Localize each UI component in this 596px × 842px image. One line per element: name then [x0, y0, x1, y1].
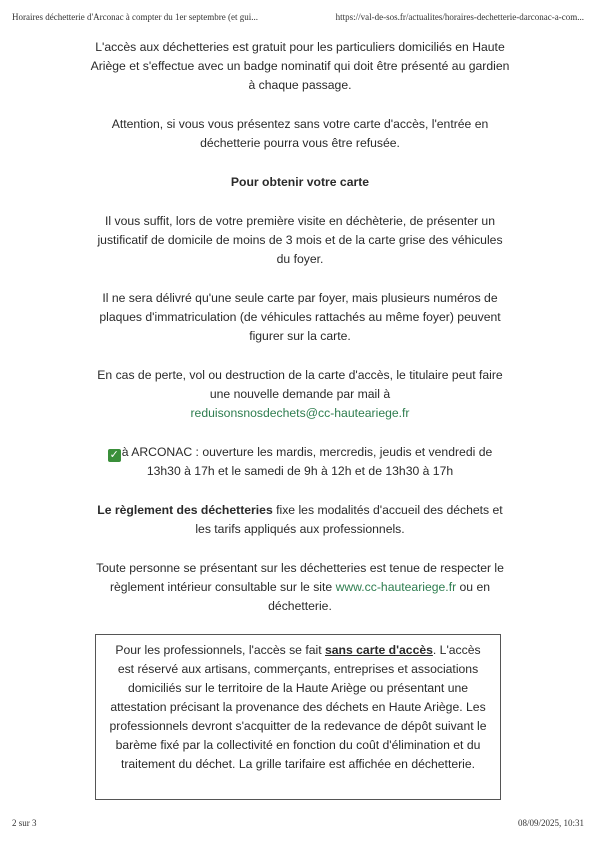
footer-page-number: 2 sur 3: [12, 818, 37, 828]
box-text-before: Pour les professionnels, l'accès se fait: [115, 643, 325, 657]
requirements-paragraph: Il vous suffit, lors de votre première visite en déchèterie, de présenter un justificatif de domicile de moins de 3 mois et de la carte grise des véhicules du foyer.: [97, 214, 503, 266]
one-card-paragraph: Il ne sera délivré qu'une seule carte par foyer, mais plusieurs numéros de plaques d'immatriculation (de véhicules rattachés au même foyer) peuvent figurer sur la carte.: [99, 291, 501, 343]
header-url: https://val-de-sos.fr/actualites/horaires-dechetterie-darconac-a-com...: [335, 12, 584, 22]
access-paragraph: L'accès aux déchetteries est gratuit pour les particuliers domiciliés en Haute Ariège et s'effectue avec un badge nominatif qui doit être présenté au gardien à chaque passage.: [90, 40, 510, 92]
loss-text: En cas de perte, vol ou destruction de la carte d'accès, le titulaire peut faire une nouvelle demande par mail à: [97, 368, 503, 401]
rules-title: Le règlement des déchetteries: [97, 503, 273, 517]
print-header: [12, 12, 584, 26]
article-body: [90, 38, 510, 636]
arconac-hours-paragraph: [90, 443, 510, 481]
rules-paragraph: [90, 501, 510, 539]
rules-consult-end: ou en déchetterie.: [268, 580, 491, 613]
box-text-after: . L'accès est réservé aux artisans, commerçants, entreprises et associations domiciliés sur le territoire de la Haute Ariège ou présentant une attestation précisant la provenance des déchets en Haute Ariège. Les professionnels devront s'acquitter de la redevance de dépôt suivant le barème fixé par la collectivité en fonction du coût d'élimination et du traitement du déchet. La grille tarifaire est affichée en déchetterie.: [109, 643, 487, 771]
email-link[interactable]: reduisonsnosdechets@cc-hauteariege.fr: [190, 406, 410, 420]
loss-paragraph: [90, 366, 510, 423]
checkmark-icon: ✓: [109, 449, 119, 461]
rules-text: fixe les modalités d'accueil des déchets et les tarifs appliqués aux professionnels.: [195, 503, 503, 536]
rules-consult-paragraph: [90, 559, 510, 616]
site-link[interactable]: www.cc-hauteariege.fr: [335, 580, 457, 594]
header-page-title: Horaires déchetterie d'Arconac à compter du 1er septembre (et gui...: [12, 12, 259, 22]
warning-paragraph: Attention, si vous vous présentez sans votre carte d'accès, l'entrée en déchetterie pourra vous être refusée.: [111, 117, 489, 150]
arconac-hours-text: à ARCONAC : ouverture les mardis, mercredis, jeudis et vendredi de 13h30 à 17h et le samedi de 9h à 12h et de 13h30 à 17h: [121, 445, 493, 478]
rules-consult-text: Toute personne se présentant sur les déchetteries est tenue de respecter le règlement intérieur consultable sur le site: [96, 561, 504, 594]
footer-datetime: 08/09/2025, 10:31: [517, 818, 584, 828]
box-underlined-text: sans carte d'accès: [324, 643, 433, 657]
professionals-notice-box: [95, 634, 501, 800]
print-footer: [12, 818, 584, 832]
section-heading: Pour obtenir votre carte: [230, 175, 370, 189]
